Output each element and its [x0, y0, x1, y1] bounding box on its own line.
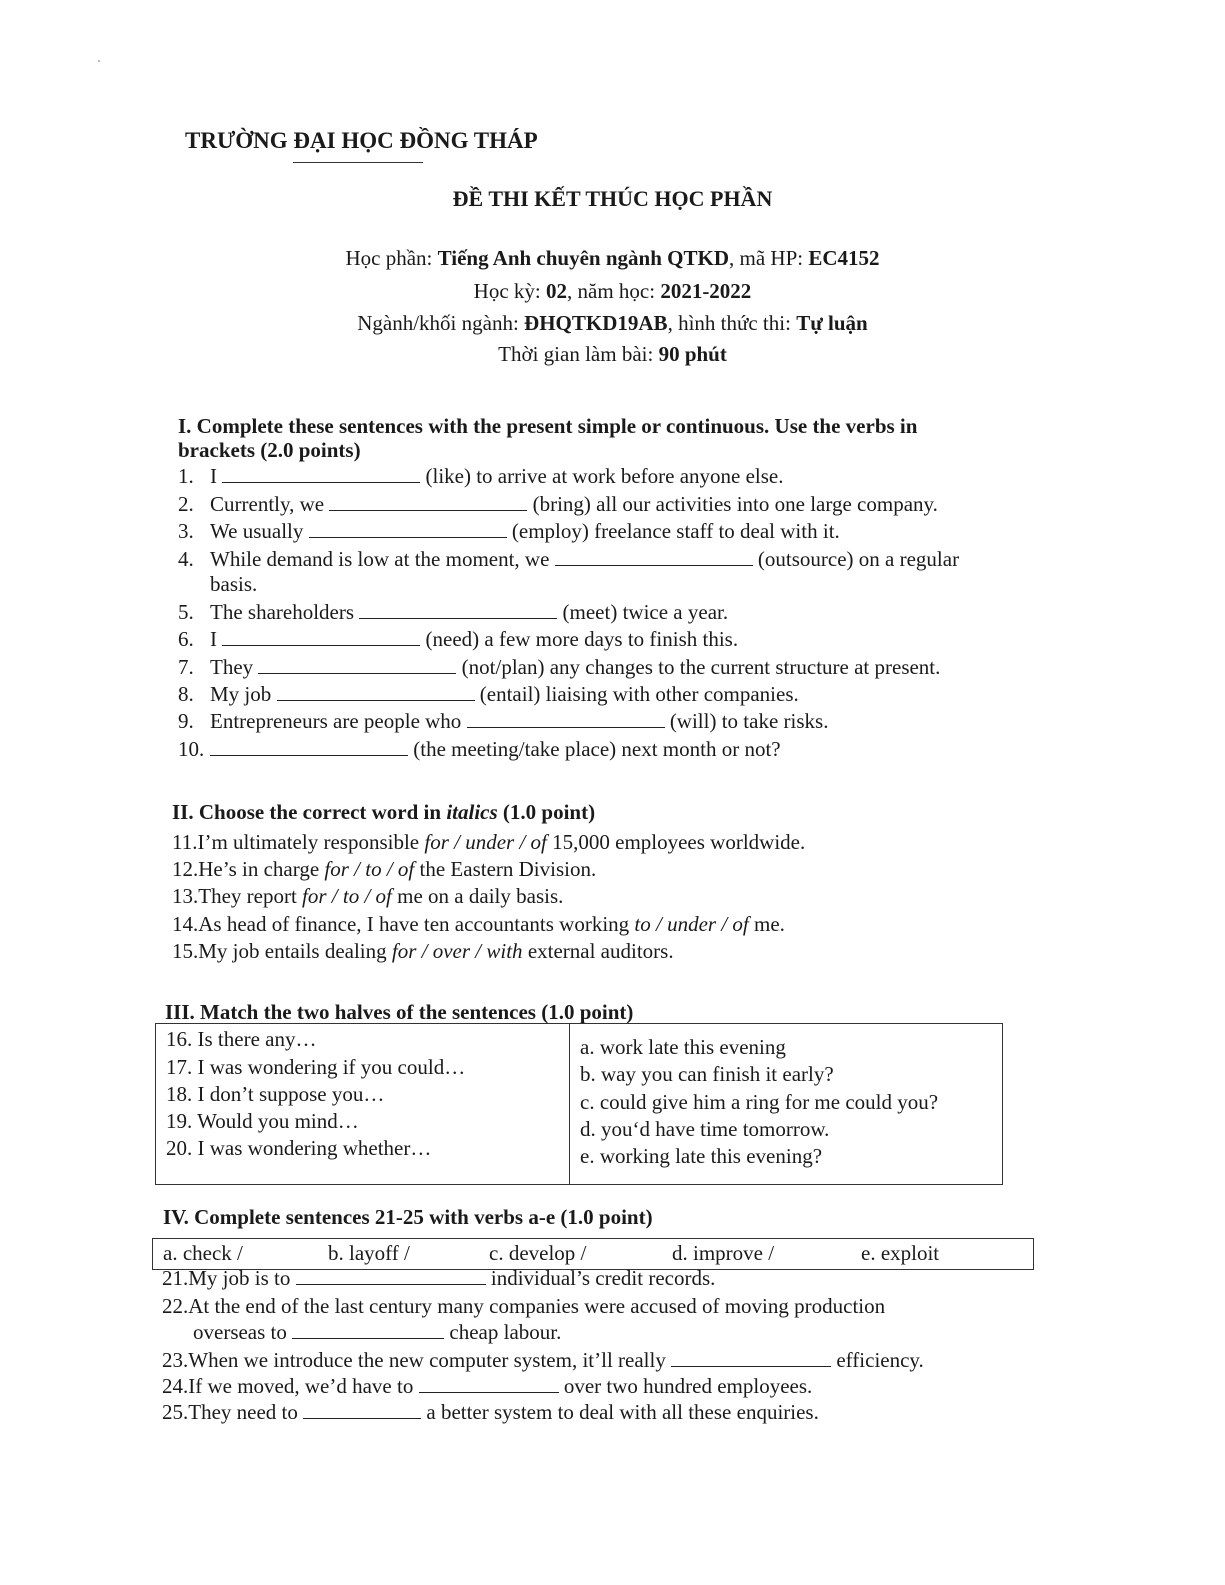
- section4-heading: IV. Complete sentences 21-25 with verbs a-e (1.0 point): [163, 1205, 653, 1229]
- question-11: 11.I’m ultimately responsible for / under / of 15,000 employees worldwide.: [172, 830, 806, 854]
- course-name: Tiếng Anh chuyên ngành QTKD: [437, 246, 729, 270]
- section3-heading: III. Match the two halves of the sentences (1.0 point): [165, 1000, 634, 1024]
- term: 02: [546, 279, 567, 303]
- matching-divider: [569, 1024, 570, 1184]
- question-5: 5. The shareholders (meet) twice a year.: [178, 600, 729, 624]
- match-right-item: b. way you can finish it early?: [580, 1062, 834, 1086]
- school-name: TRƯỜNG ĐẠI HỌC ĐỒNG THÁP: [185, 128, 538, 153]
- question-23: 23.When we introduce the new computer system, it’ll really efficiency.: [162, 1348, 924, 1372]
- match-left-item: 16. Is there any…: [166, 1027, 317, 1051]
- match-right-item: d. you‘d have time tomorrow.: [580, 1117, 830, 1141]
- verb-option: c. develop /: [489, 1241, 587, 1265]
- match-left-item: 19. Would you mind…: [166, 1109, 359, 1133]
- section2-heading: II. Choose the correct word in italics (1.0 point): [172, 800, 596, 824]
- question-15: 15.My job entails dealing for / over / with external auditors.: [172, 939, 674, 963]
- question-14: 14.As head of finance, I have ten accountants working to / under / of me.: [172, 912, 785, 936]
- question-10: 10. (the meeting/take place) next month or not?: [178, 737, 781, 761]
- verb-option: a. check /: [163, 1241, 243, 1265]
- answer-blank[interactable]: [359, 600, 557, 619]
- question-2: 2. Currently, we (bring) all our activities into one large company.: [178, 492, 938, 516]
- exam-form: Tự luận: [796, 311, 868, 335]
- answer-blank[interactable]: [222, 464, 420, 483]
- course-code: EC4152: [808, 246, 880, 270]
- course-line: Học phần: Tiếng Anh chuyên ngành QTKD, mã HP: EC4152: [345, 246, 880, 270]
- answer-blank[interactable]: [329, 492, 527, 511]
- section1-heading: I. Complete these sentences with the present simple or continuous. Use the verbs in: [178, 414, 918, 438]
- match-left-item: 20. I was wondering whether…: [166, 1136, 432, 1160]
- match-right-item: e. working late this evening?: [580, 1144, 823, 1168]
- question-7: 7. They (not/plan) any changes to the current structure at present.: [178, 655, 941, 679]
- answer-blank[interactable]: [296, 1266, 486, 1285]
- answer-blank[interactable]: [277, 682, 475, 701]
- answer-blank[interactable]: [303, 1400, 421, 1419]
- answer-blank[interactable]: [292, 1320, 444, 1339]
- choice-options[interactable]: for / to / of: [302, 884, 392, 908]
- match-right-item: a. work late this evening: [580, 1035, 786, 1059]
- question-4-cont: basis.: [210, 572, 258, 596]
- question-3: 3. We usually (employ) freelance staff to deal with it.: [178, 519, 840, 543]
- time-line: Thời gian làm bài: 90 phút: [498, 342, 727, 366]
- choice-options[interactable]: for / over / with: [391, 939, 523, 963]
- term-line: Học kỳ: 02, năm học: 2021-2022: [473, 279, 752, 303]
- answer-blank[interactable]: [258, 655, 456, 674]
- answer-blank[interactable]: [467, 709, 665, 728]
- verb-option: d. improve /: [672, 1241, 775, 1265]
- question-4: 4. While demand is low at the moment, we (outsource) on a regular: [178, 547, 960, 571]
- section1-heading-cont: brackets (2.0 points): [178, 438, 361, 462]
- question-13: 13.They report for / to / of me on a daily basis.: [172, 884, 564, 908]
- school-underline: [293, 162, 423, 163]
- choice-options[interactable]: for / under / of: [424, 830, 547, 854]
- question-1: 1. I (like) to arrive at work before anyone else.: [178, 464, 784, 488]
- answer-blank[interactable]: [671, 1348, 831, 1367]
- answer-blank[interactable]: [555, 547, 753, 566]
- answer-blank[interactable]: [309, 519, 507, 538]
- exam-duration: 90 phút: [658, 342, 727, 366]
- verb-option: b. layoff /: [328, 1241, 410, 1265]
- answer-blank[interactable]: [419, 1374, 559, 1393]
- question-22: 22.At the end of the last century many companies were accused of moving production: [162, 1294, 886, 1318]
- answer-blank[interactable]: [210, 737, 408, 756]
- scan-speck: [98, 60, 100, 62]
- question-8: 8. My job (entail) liaising with other companies.: [178, 682, 799, 706]
- matching-table: [155, 1023, 1003, 1185]
- question-6: 6. I (need) a few more days to finish this.: [178, 627, 739, 651]
- match-left-item: 18. I don’t suppose you…: [166, 1082, 385, 1106]
- major-line: Ngành/khối ngành: ĐHQTKD19AB, hình thức thi: Tự luận: [357, 311, 868, 335]
- choice-options[interactable]: to / under / of: [634, 912, 749, 936]
- question-21: 21.My job is to individual’s credit records.: [162, 1266, 716, 1290]
- match-right-item: c. could give him a ring for me could you?: [580, 1090, 939, 1114]
- question-22-cont: overseas to cheap labour.: [193, 1320, 562, 1344]
- question-12: 12.He’s in charge for / to / of the Eastern Division.: [172, 857, 597, 881]
- major: ĐHQTKD19AB: [524, 311, 668, 335]
- exam-title: ĐỀ THI KẾT THÚC HỌC PHẦN: [452, 186, 773, 211]
- match-left-item: 17. I was wondering if you could…: [166, 1055, 466, 1079]
- question-25: 25.They need to a better system to deal with all these enquiries.: [162, 1400, 819, 1424]
- answer-blank[interactable]: [222, 627, 420, 646]
- verb-option: e. exploit: [861, 1241, 940, 1265]
- question-9: 9. Entrepreneurs are people who (will) to take risks.: [178, 709, 829, 733]
- choice-options[interactable]: for / to / of: [324, 857, 415, 881]
- school-year: 2021-2022: [660, 279, 752, 303]
- question-24: 24.If we moved, we’d have to over two hundred employees.: [162, 1374, 813, 1398]
